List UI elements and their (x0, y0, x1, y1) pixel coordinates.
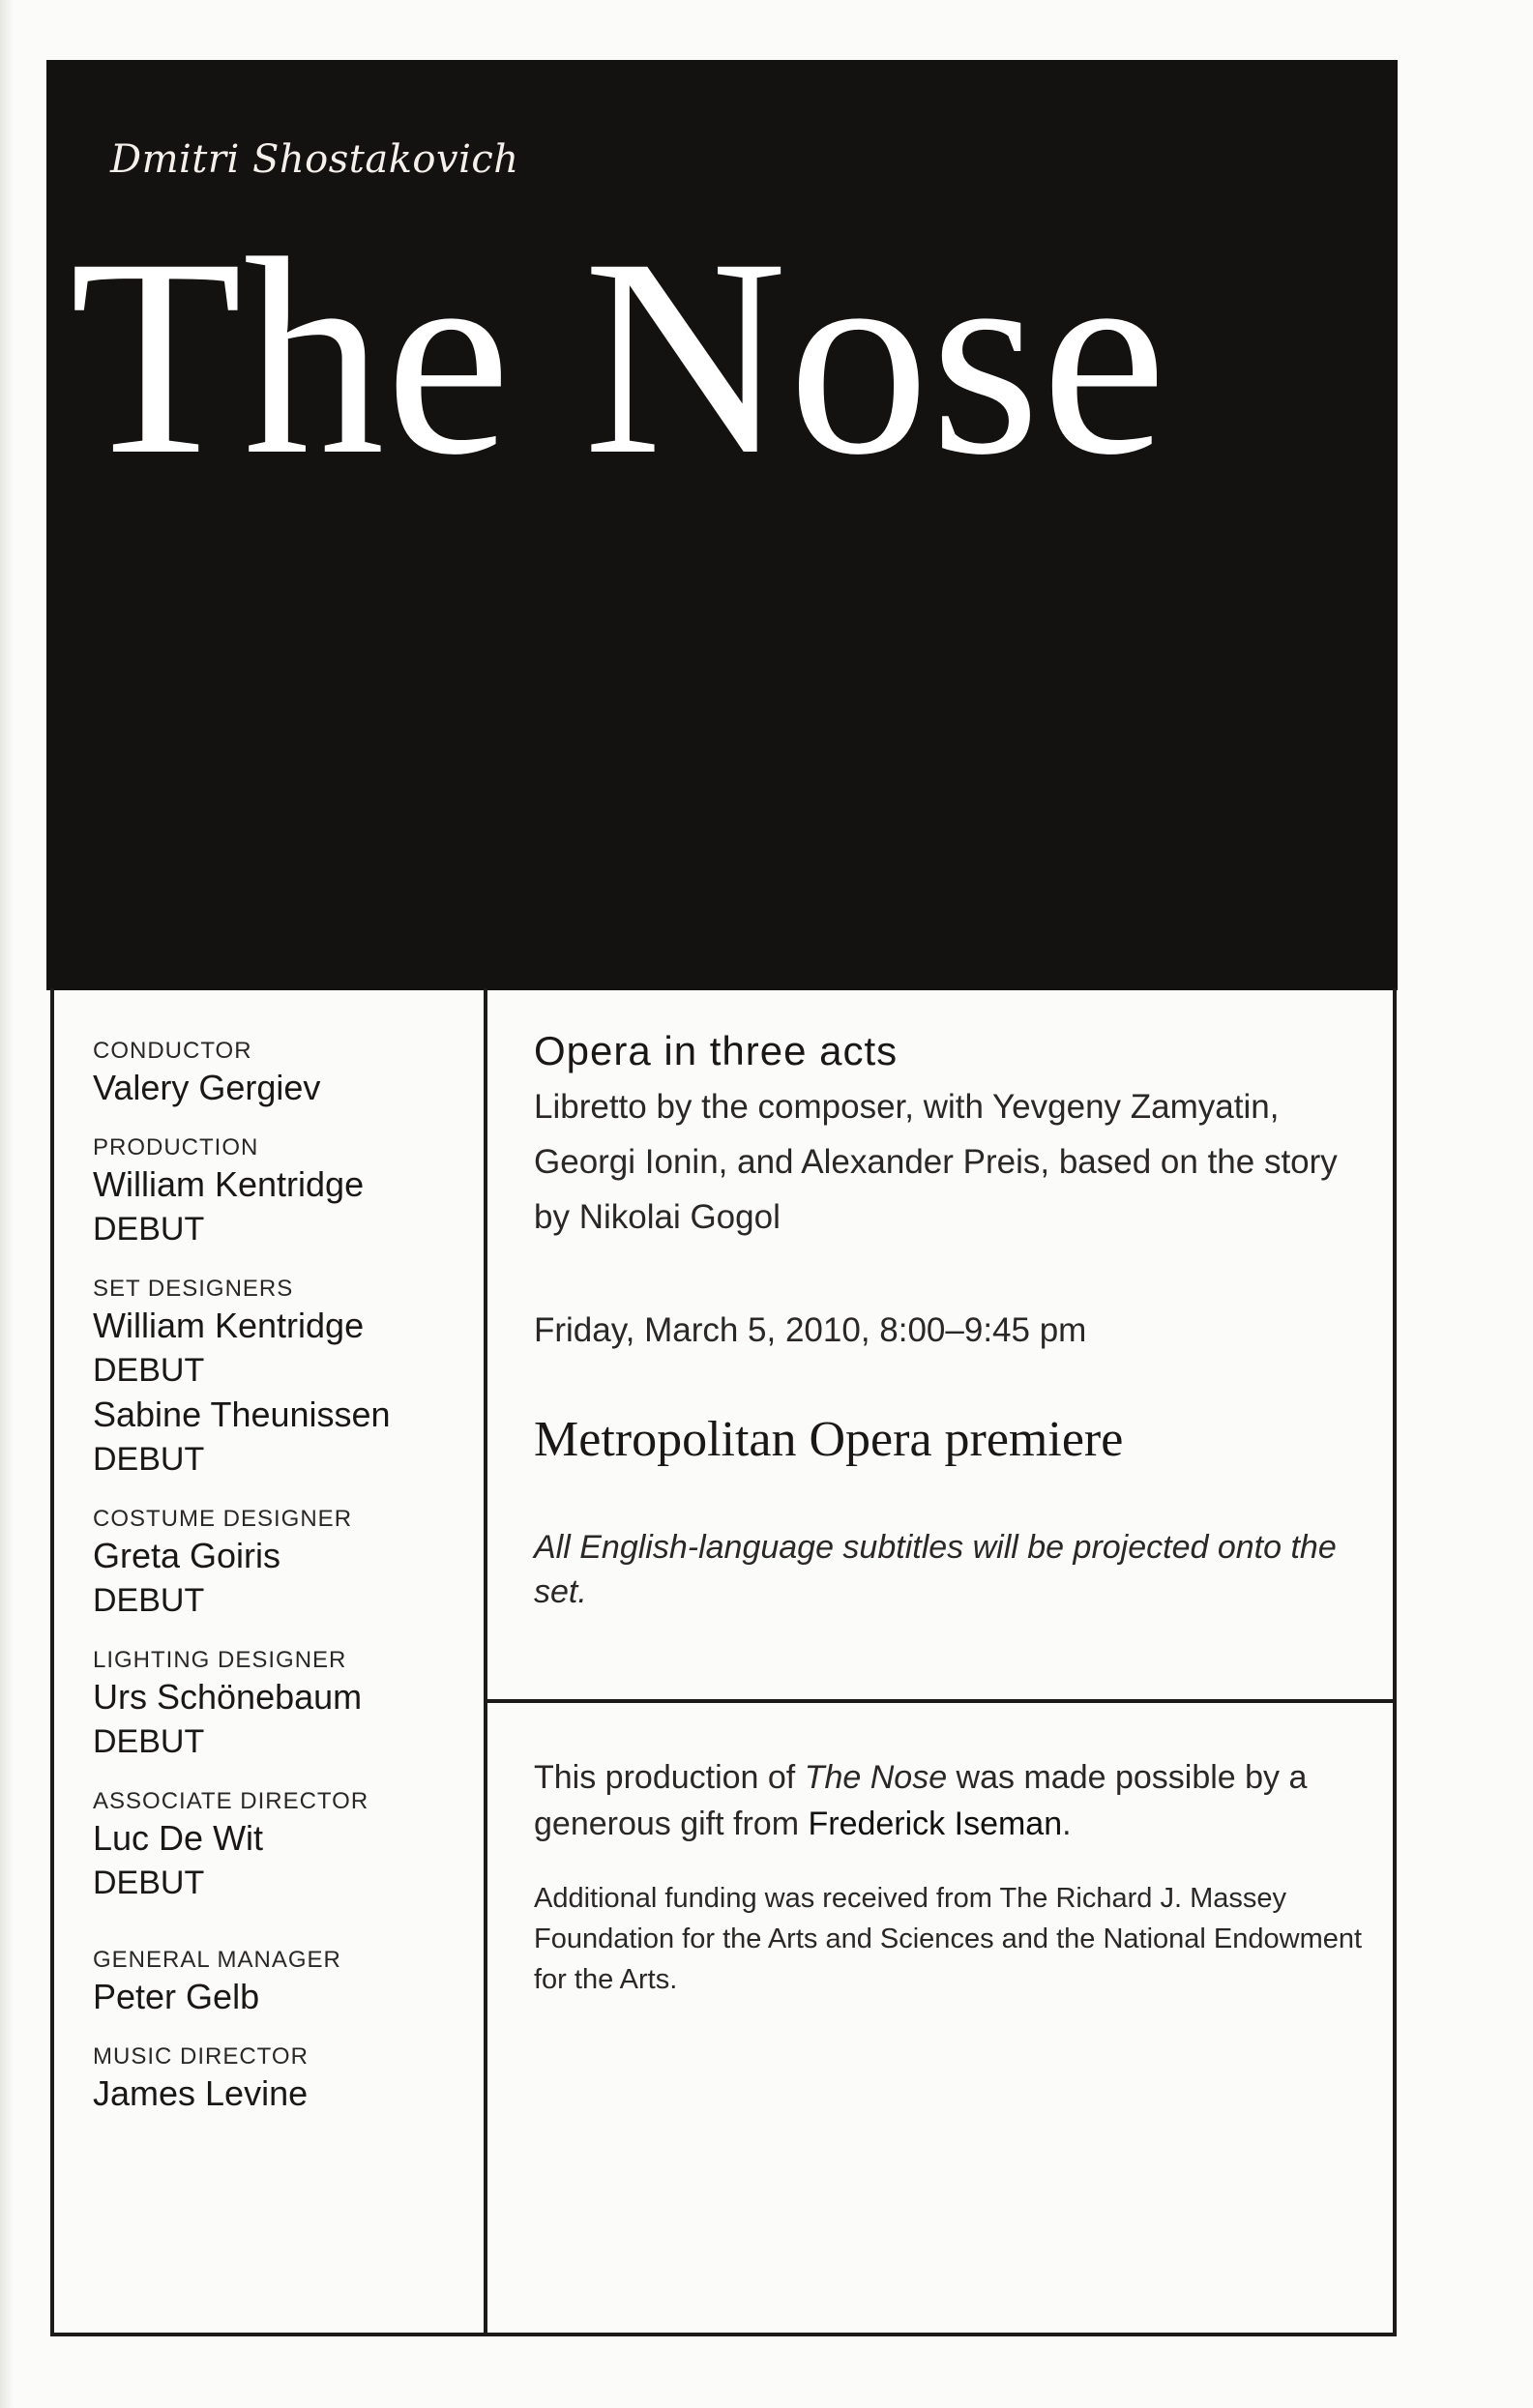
credit-production (93, 1133, 480, 1251)
credit-name: Valery Gergiev (93, 1068, 321, 1107)
credit-role: ASSOCIATE DIRECTOR (93, 1788, 369, 1814)
debut-label: DEBUT (93, 1582, 205, 1619)
credit-role: LIGHTING DESIGNER (93, 1647, 347, 1673)
gift-middle: was made possible by a generous gift from (534, 1759, 1308, 1842)
credit-name: William Kentridge (93, 1306, 365, 1345)
debut-label: DEBUT (93, 1865, 205, 1901)
debut-label: DEBUT (93, 1211, 205, 1248)
credit-name: James Levine (93, 2073, 309, 2113)
credit-role: GENERAL MANAGER (93, 1947, 341, 1973)
credit-name: William Kentridge (93, 1164, 365, 1204)
funding-section (534, 1754, 1366, 2000)
subtitles-note: All English-language subtitles will be projected onto the set. (534, 1529, 1337, 1610)
gift-title: The Nose (804, 1759, 948, 1796)
gift-donor: Frederick Iseman (808, 1806, 1063, 1842)
performance-date: Friday, March 5, 2010, 8:00–9:45 pm (534, 1311, 1087, 1349)
credit-name: Greta Goiris (93, 1536, 281, 1575)
credit-role: SET DESIGNERS (93, 1276, 294, 1302)
credit-name: Urs Schönebaum (93, 1677, 363, 1717)
credit-general-manager (93, 1946, 480, 2019)
credit-role: COSTUME DESIGNER (93, 1506, 353, 1532)
credits-column (93, 1037, 480, 2139)
debut-label: DEBUT (93, 1352, 205, 1389)
debut-label: DEBUT (93, 1723, 205, 1760)
column-divider (484, 988, 487, 2336)
opera-title: The Nose (70, 201, 1168, 514)
additional-funding: Additional funding was received from The Richard J. Massey Foundation for the Arts and Sciences and the National Endowment for the Arts. (534, 1883, 1363, 1995)
credit-costume-designer (93, 1505, 480, 1623)
credit-name: Luc De Wit (93, 1818, 264, 1858)
title-banner (46, 60, 1398, 990)
page-edge (0, 0, 14, 2408)
opera-type: Opera in three acts (534, 1028, 899, 1073)
credit-associate-director (93, 1787, 480, 1905)
credit-role: PRODUCTION (93, 1134, 259, 1160)
libretto-credit: Libretto by the composer, with Yevgeny Zamyatin, Georgi Ionin, and Alexander Preis, based on the story by Nikolai Gogol (534, 1088, 1338, 1236)
gift-prefix: This production of (534, 1759, 805, 1796)
gift-statement (534, 1754, 1366, 1847)
gift-suffix: . (1062, 1806, 1072, 1842)
composer-name: Dmitri Shostakovich (110, 137, 519, 182)
credit-music-director (93, 2042, 480, 2116)
premiere-note: Metropolitan Opera premiere (534, 1412, 1124, 1467)
debut-label: DEBUT (93, 1441, 205, 1478)
credit-role: MUSIC DIRECTOR (93, 2043, 309, 2070)
section-divider (486, 1699, 1397, 1703)
credit-name: Sabine Theunissen (93, 1395, 391, 1434)
credit-lighting-designer (93, 1646, 480, 1764)
credit-set-designers (93, 1275, 480, 1482)
credit-role: CONDUCTOR (93, 1038, 252, 1064)
performance-info (534, 1025, 1366, 1614)
credit-name: Peter Gelb (93, 1977, 260, 2016)
credit-conductor (93, 1037, 480, 1110)
